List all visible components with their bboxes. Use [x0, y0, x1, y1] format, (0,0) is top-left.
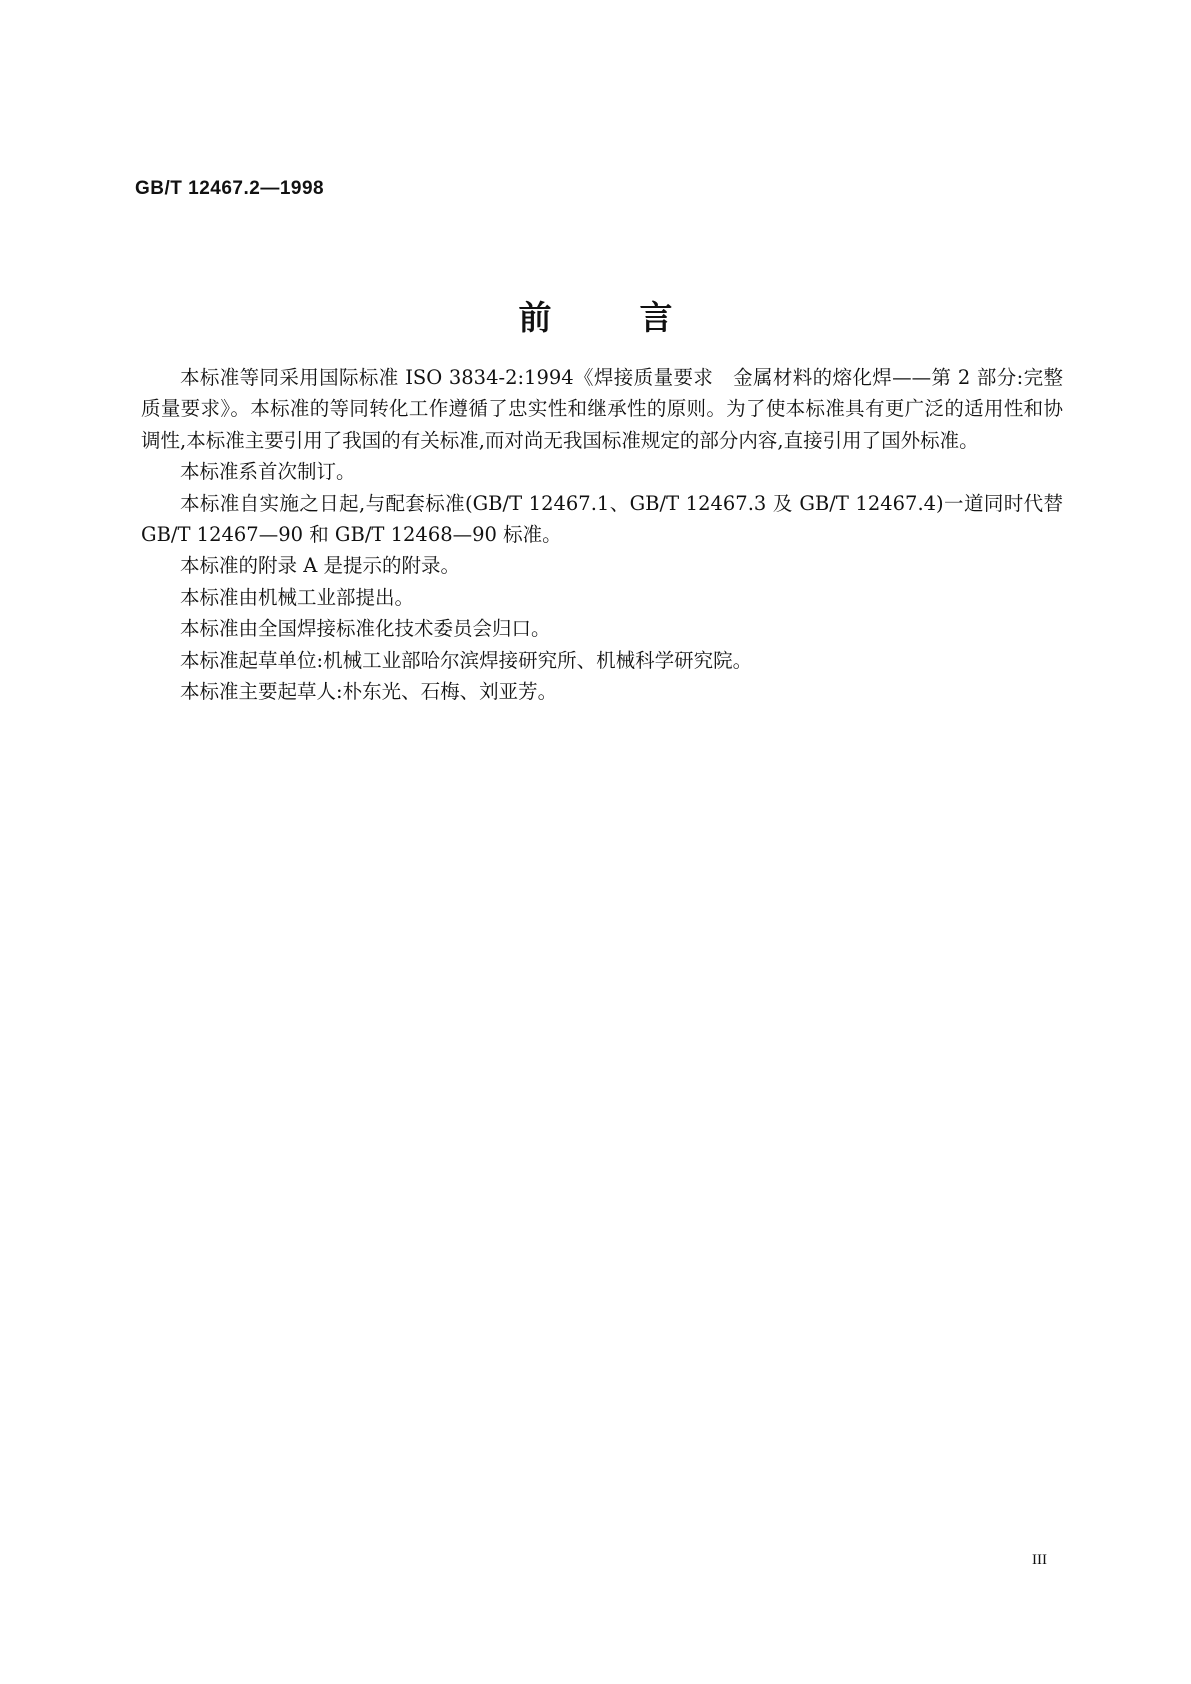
paragraph: 本标准的附录 A 是提示的附录。 — [180, 554, 460, 578]
paragraph: 本标准自实施之日起,与配套标准(GB/T 12467.1、GB/T 12467.3 及 GB/T 12467.4)一道同时代替 GB/T 12467—90 和 GB/T 12468—90 标准。 — [141, 491, 1063, 547]
page-title: 前言 — [518, 298, 761, 337]
paragraph: 本标准主要起草人:朴东光、石梅、刘亚芳。 — [180, 680, 558, 704]
paragraph: 本标准等同采用国际标准 ISO 3834-2:1994《焊接质量要求 金属材料的熔化焊——第 2 部分:完整质量要求》。本标准的等同转化工作遵循了忠实性和继承性的原则。为了使本标准具有更广泛的适用性和协调性,本标准主要引用了我国的有关标准,而对尚无我国标准规定的部分内容,直接引用了国外标准。 — [141, 366, 1063, 452]
foreword-body — [141, 362, 1063, 707]
page-number: III — [1032, 1552, 1047, 1568]
paragraph: 本标准系首次制订。 — [180, 460, 356, 484]
paragraph: 本标准由全国焊接标准化技术委员会归口。 — [180, 617, 551, 641]
standard-number: GB/T 12467.2—1998 — [135, 178, 325, 199]
paragraph: 本标准起草单位:机械工业部哈尔滨焊接研究所、机械科学研究院。 — [180, 648, 753, 672]
paragraph: 本标准由机械工业部提出。 — [180, 585, 415, 609]
